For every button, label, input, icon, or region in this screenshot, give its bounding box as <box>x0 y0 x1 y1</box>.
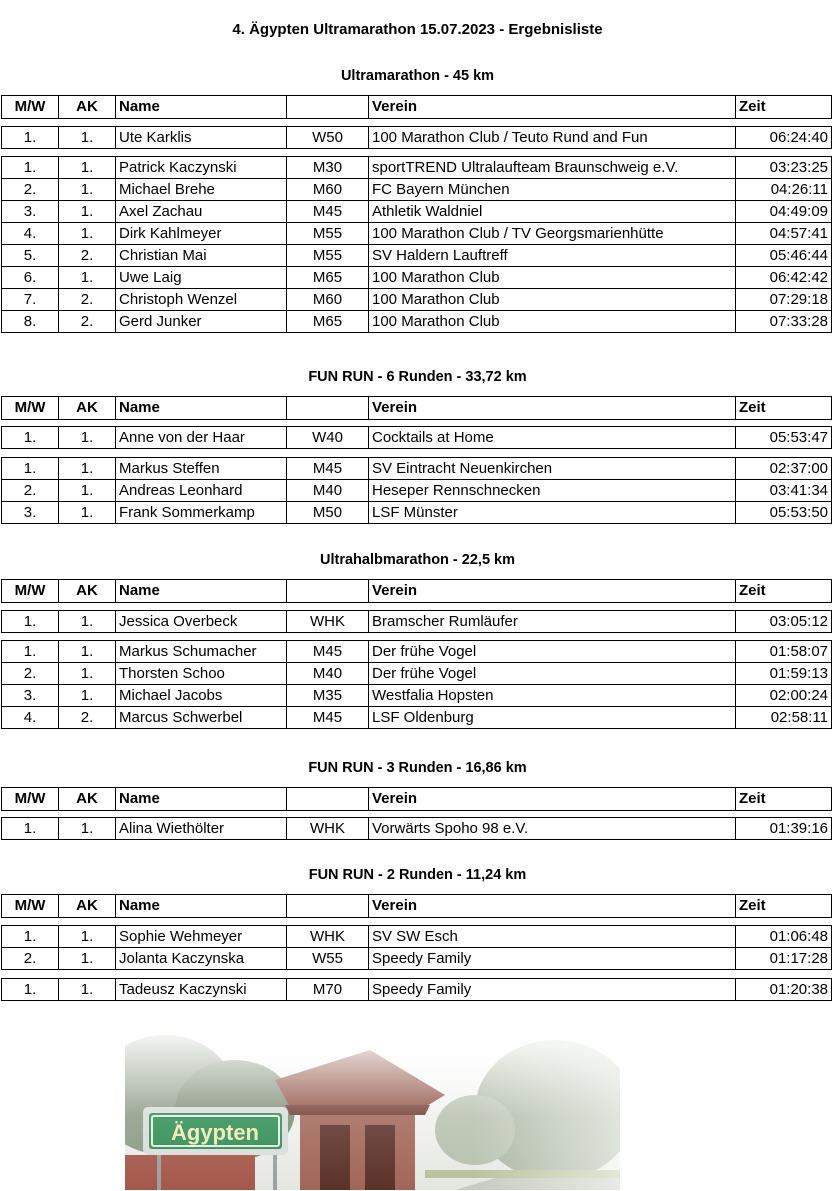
name-cell: Axel Zachau <box>116 201 287 223</box>
header-zeit: Zeit <box>736 895 832 918</box>
time-cell: 06:24:40 <box>736 127 832 149</box>
header-class <box>287 580 369 603</box>
rank-cell: 1. <box>2 157 59 179</box>
rank-cell: 1. <box>2 979 59 1001</box>
header-row <box>2 580 832 603</box>
name-cell: Christian Mai <box>116 245 287 267</box>
rank-cell: 1. <box>2 818 59 840</box>
time-cell: 05:53:50 <box>736 502 832 524</box>
table-row <box>2 685 832 707</box>
name-cell: Patrick Kaczynski <box>116 157 287 179</box>
club-cell: LSF Oldenburg <box>369 707 736 729</box>
section-title: Ultrahalbmarathon - 22,5 km <box>320 552 515 568</box>
name-cell: Thorsten Schoo <box>116 663 287 685</box>
rank-cell: 3. <box>2 502 59 524</box>
table-row <box>2 223 832 245</box>
ak-rank-cell: 2. <box>59 289 116 311</box>
ak-rank-cell: 1. <box>59 979 116 1001</box>
header-class <box>287 788 369 811</box>
header-row <box>2 96 832 119</box>
header-ak: AK <box>59 788 116 811</box>
header-verein: Verein <box>369 96 736 119</box>
rank-cell: 2. <box>2 480 59 502</box>
rank-cell: 8. <box>2 311 59 333</box>
name-cell: Andreas Leonhard <box>116 480 287 502</box>
class-cell: W55 <box>287 948 369 970</box>
ak-rank-cell: 2. <box>59 245 116 267</box>
header-ak: AK <box>59 895 116 918</box>
rank-cell: 2. <box>2 179 59 201</box>
table-row <box>2 926 832 948</box>
table-row <box>2 157 832 179</box>
header-ak: AK <box>59 397 116 420</box>
rank-cell: 1. <box>2 127 59 149</box>
header-verein: Verein <box>369 788 736 811</box>
header-class <box>287 96 369 119</box>
header-row <box>2 397 832 420</box>
time-cell: 02:00:24 <box>736 685 832 707</box>
results-header-table <box>1 95 832 119</box>
club-cell: 100 Marathon Club / TV Georgsmarienhütte <box>369 223 736 245</box>
header-mw: M/W <box>2 397 59 420</box>
header-zeit: Zeit <box>736 788 832 811</box>
rank-cell: 2. <box>2 663 59 685</box>
rank-cell: 4. <box>2 223 59 245</box>
name-cell: Sophie Wehmeyer <box>116 926 287 948</box>
rank-cell: 1. <box>2 641 59 663</box>
results-group-table <box>1 817 832 840</box>
village-sign-photo <box>125 1025 620 1190</box>
header-mw: M/W <box>2 895 59 918</box>
club-cell: Bramscher Rumläufer <box>369 611 736 633</box>
rank-cell: 3. <box>2 685 59 707</box>
section-title: FUN RUN - 3 Runden - 16,86 km <box>308 760 527 776</box>
club-cell: Vorwärts Spoho 98 e.V. <box>369 818 736 840</box>
table-row <box>2 427 832 449</box>
table-row <box>2 641 832 663</box>
club-cell: 100 Marathon Club <box>369 289 736 311</box>
ak-rank-cell: 1. <box>59 427 116 449</box>
table-row <box>2 948 832 970</box>
table-row <box>2 502 832 524</box>
class-cell: W40 <box>287 427 369 449</box>
class-cell: M45 <box>287 458 369 480</box>
time-cell: 06:42:42 <box>736 267 832 289</box>
club-cell: SV Haldern Lauftreff <box>369 245 736 267</box>
header-name: Name <box>116 397 287 420</box>
name-cell: Jessica Overbeck <box>116 611 287 633</box>
results-group-table <box>1 126 832 149</box>
club-cell: Speedy Family <box>369 979 736 1001</box>
class-cell: M45 <box>287 201 369 223</box>
section-title: FUN RUN - 6 Runden - 33,72 km <box>308 369 527 385</box>
club-cell: Westfalia Hopsten <box>369 685 736 707</box>
section-title: FUN RUN - 2 Runden - 11,24 km <box>308 867 527 883</box>
results-header-table <box>1 787 832 811</box>
table-row <box>2 289 832 311</box>
rank-cell: 1. <box>2 427 59 449</box>
table-row <box>2 458 832 480</box>
time-cell: 01:39:16 <box>736 818 832 840</box>
name-cell: Tadeusz Kaczynski <box>116 979 287 1001</box>
name-cell: Ute Karklis <box>116 127 287 149</box>
time-cell: 01:58:07 <box>736 641 832 663</box>
ak-rank-cell: 1. <box>59 502 116 524</box>
time-cell: 04:49:09 <box>736 201 832 223</box>
club-cell: SV Eintracht Neuenkirchen <box>369 458 736 480</box>
club-cell: Heseper Rennschnecken <box>369 480 736 502</box>
header-mw: M/W <box>2 788 59 811</box>
name-cell: Michael Brehe <box>116 179 287 201</box>
time-cell: 02:37:00 <box>736 458 832 480</box>
table-row <box>2 818 832 840</box>
header-class <box>287 397 369 420</box>
ak-rank-cell: 1. <box>59 179 116 201</box>
time-cell: 05:46:44 <box>736 245 832 267</box>
section-title: Ultramarathon - 45 km <box>340 68 495 84</box>
ak-rank-cell: 2. <box>59 707 116 729</box>
time-cell: 01:20:38 <box>736 979 832 1001</box>
table-row <box>2 663 832 685</box>
time-cell: 04:57:41 <box>736 223 832 245</box>
time-cell: 04:26:11 <box>736 179 832 201</box>
club-cell: 100 Marathon Club <box>369 267 736 289</box>
time-cell: 03:05:12 <box>736 611 832 633</box>
ak-rank-cell: 1. <box>59 201 116 223</box>
ak-rank-cell: 1. <box>59 663 116 685</box>
ak-rank-cell: 1. <box>59 223 116 245</box>
rank-cell: 2. <box>2 948 59 970</box>
class-cell: WHK <box>287 818 369 840</box>
results-group-table <box>1 610 832 633</box>
header-ak: AK <box>59 580 116 603</box>
table-row <box>2 707 832 729</box>
table-row <box>2 201 832 223</box>
time-cell: 01:17:28 <box>736 948 832 970</box>
name-cell: Markus Schumacher <box>116 641 287 663</box>
club-cell: Athletik Waldniel <box>369 201 736 223</box>
time-cell: 01:06:48 <box>736 926 832 948</box>
table-row <box>2 611 832 633</box>
results-header-table <box>1 396 832 420</box>
class-cell: M60 <box>287 179 369 201</box>
table-row <box>2 245 832 267</box>
rank-cell: 1. <box>2 926 59 948</box>
table-row <box>2 127 832 149</box>
table-row <box>2 979 832 1001</box>
class-cell: M55 <box>287 223 369 245</box>
time-cell: 07:29:18 <box>736 289 832 311</box>
time-cell: 07:33:28 <box>736 311 832 333</box>
club-cell: FC Bayern München <box>369 179 736 201</box>
class-cell: M55 <box>287 245 369 267</box>
class-cell: M60 <box>287 289 369 311</box>
header-zeit: Zeit <box>736 397 832 420</box>
club-cell: 100 Marathon Club / Teuto Rund and Fun <box>369 127 736 149</box>
ak-rank-cell: 2. <box>59 311 116 333</box>
class-cell: M35 <box>287 685 369 707</box>
header-verein: Verein <box>369 397 736 420</box>
club-cell: Der frühe Vogel <box>369 641 736 663</box>
name-cell: Michael Jacobs <box>116 685 287 707</box>
page-title: 4. Ägypten Ultramarathon 15.07.2023 - Ergebnisliste <box>232 21 603 38</box>
name-cell: Alina Wiethölter <box>116 818 287 840</box>
header-zeit: Zeit <box>736 580 832 603</box>
ak-rank-cell: 1. <box>59 926 116 948</box>
header-verein: Verein <box>369 895 736 918</box>
rank-cell: 6. <box>2 267 59 289</box>
rank-cell: 7. <box>2 289 59 311</box>
table-row <box>2 480 832 502</box>
class-cell: M70 <box>287 979 369 1001</box>
results-group-table <box>1 978 832 1001</box>
header-zeit: Zeit <box>736 96 832 119</box>
club-cell: Speedy Family <box>369 948 736 970</box>
name-cell: Dirk Kahlmeyer <box>116 223 287 245</box>
ak-rank-cell: 1. <box>59 157 116 179</box>
club-cell: sportTREND Ultralaufteam Braunschweig e.V. <box>369 157 736 179</box>
time-cell: 03:23:25 <box>736 157 832 179</box>
header-mw: M/W <box>2 580 59 603</box>
class-cell: M45 <box>287 707 369 729</box>
club-cell: LSF Münster <box>369 502 736 524</box>
class-cell: M40 <box>287 663 369 685</box>
header-name: Name <box>116 895 287 918</box>
ak-rank-cell: 1. <box>59 818 116 840</box>
time-cell: 01:59:13 <box>736 663 832 685</box>
name-cell: Anne von der Haar <box>116 427 287 449</box>
results-group-table <box>1 925 832 970</box>
class-cell: WHK <box>287 926 369 948</box>
class-cell: M50 <box>287 502 369 524</box>
name-cell: Frank Sommerkamp <box>116 502 287 524</box>
name-cell: Gerd Junker <box>116 311 287 333</box>
table-row <box>2 311 832 333</box>
class-cell: M40 <box>287 480 369 502</box>
club-cell: Der frühe Vogel <box>369 663 736 685</box>
club-cell: SV SW Esch <box>369 926 736 948</box>
time-cell: 05:53:47 <box>736 427 832 449</box>
results-group-table <box>1 156 832 333</box>
ak-rank-cell: 1. <box>59 267 116 289</box>
name-cell: Markus Steffen <box>116 458 287 480</box>
class-cell: M30 <box>287 157 369 179</box>
results-header-table <box>1 579 832 603</box>
results-group-table <box>1 457 832 524</box>
header-name: Name <box>116 96 287 119</box>
header-name: Name <box>116 580 287 603</box>
header-row <box>2 788 832 811</box>
ak-rank-cell: 1. <box>59 948 116 970</box>
results-group-table <box>1 640 832 729</box>
rank-cell: 1. <box>2 458 59 480</box>
header-class <box>287 895 369 918</box>
ak-rank-cell: 1. <box>59 611 116 633</box>
class-cell: M65 <box>287 267 369 289</box>
rank-cell: 3. <box>2 201 59 223</box>
ak-rank-cell: 1. <box>59 127 116 149</box>
rank-cell: 5. <box>2 245 59 267</box>
table-row <box>2 179 832 201</box>
club-cell: Cocktails at Home <box>369 427 736 449</box>
class-cell: M45 <box>287 641 369 663</box>
name-cell: Jolanta Kaczynska <box>116 948 287 970</box>
ak-rank-cell: 1. <box>59 641 116 663</box>
header-ak: AK <box>59 96 116 119</box>
name-cell: Christoph Wenzel <box>116 289 287 311</box>
results-header-table <box>1 894 832 918</box>
results-group-table <box>1 426 832 449</box>
rank-cell: 4. <box>2 707 59 729</box>
time-cell: 03:41:34 <box>736 480 832 502</box>
class-cell: M65 <box>287 311 369 333</box>
rank-cell: 1. <box>2 611 59 633</box>
header-name: Name <box>116 788 287 811</box>
ak-rank-cell: 1. <box>59 458 116 480</box>
header-verein: Verein <box>369 580 736 603</box>
table-row <box>2 267 832 289</box>
club-cell: 100 Marathon Club <box>369 311 736 333</box>
ak-rank-cell: 1. <box>59 685 116 707</box>
header-mw: M/W <box>2 96 59 119</box>
time-cell: 02:58:11 <box>736 707 832 729</box>
class-cell: WHK <box>287 611 369 633</box>
class-cell: W50 <box>287 127 369 149</box>
name-cell: Marcus Schwerbel <box>116 707 287 729</box>
ak-rank-cell: 1. <box>59 480 116 502</box>
header-row <box>2 895 832 918</box>
name-cell: Uwe Laig <box>116 267 287 289</box>
